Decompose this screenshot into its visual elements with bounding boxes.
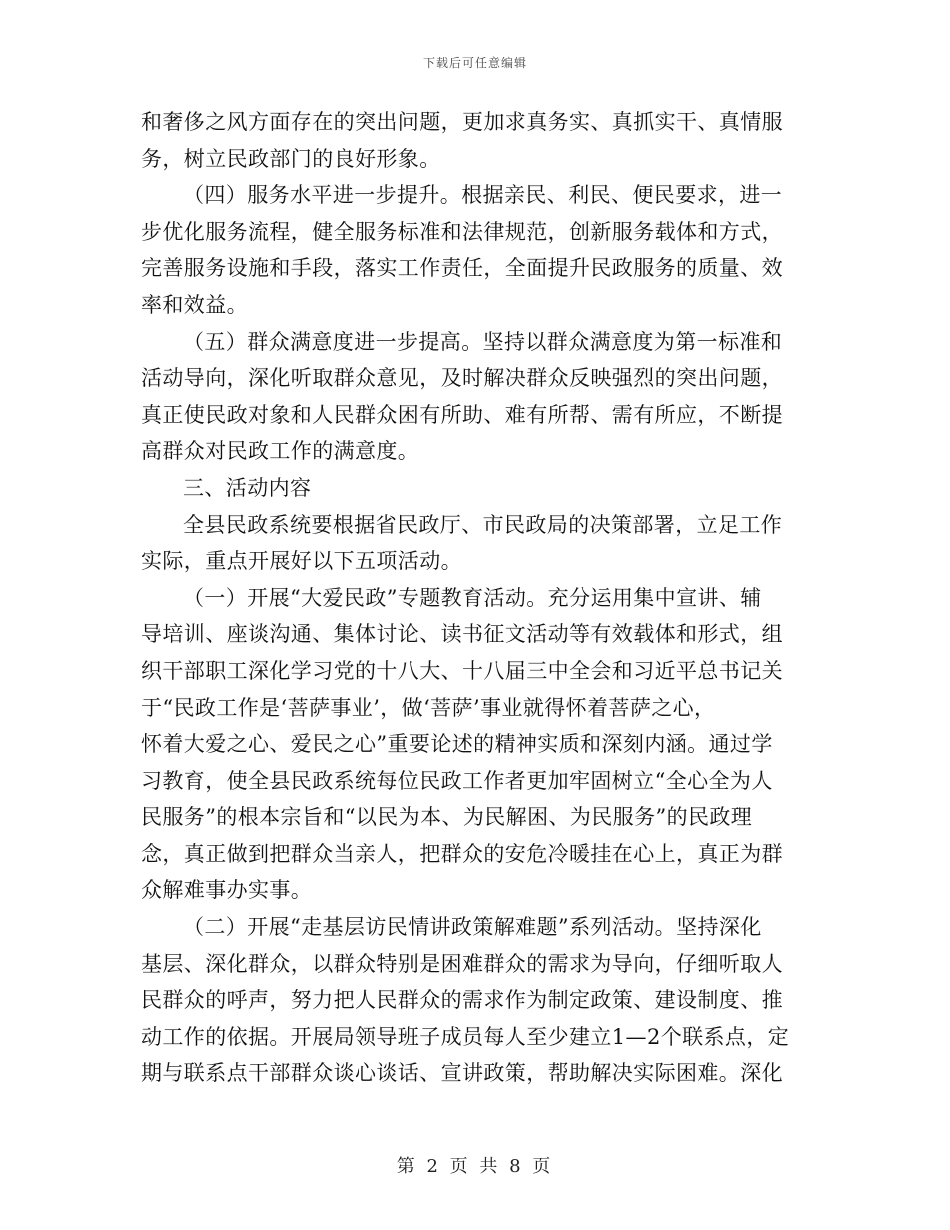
text-line: 步优化服务流程，健全服务标准和法律规范，创新服务载体和方式， <box>141 219 783 244</box>
text-line: 于“民政工作是‘菩萨事业’，做‘菩萨’事业就得怀着菩萨之心， <box>141 695 716 720</box>
text-line: 务，树立民政部门的良好形象。 <box>141 146 441 171</box>
text-line: 导培训、座谈沟通、集体讨论、读书征文活动等有效载体和形式，组 <box>141 622 783 647</box>
text-line: 怀着大爱之心、爱民之心”重要论述的精神实质和深刻内涵。通过学 <box>141 732 773 757</box>
paragraph-start-line: （五）群众满意度进一步提高。坚持以群众满意度为第一标准和 <box>183 329 783 354</box>
paragraph-start-line: 全县民政系统要根据省民政厅、市民政局的决策部署，立足工作 <box>183 512 783 537</box>
text-line: 活动导向，深化听取群众意见，及时解决群众反映强烈的突出问题， <box>141 366 783 391</box>
text-line: 和奢侈之风方面存在的突出问题，更加求真务实、真抓实干、真情服 <box>141 110 783 134</box>
paragraph-start-line: （四）服务水平进一步提升。根据亲民、利民、便民要求，进一 <box>183 183 783 208</box>
text-line: 众解难事办实事。 <box>141 878 313 903</box>
text-line: 实际，重点开展好以下五项活动。 <box>141 549 462 574</box>
text-line: 念，真正做到把群众当亲人，把群众的安危冷暖挂在心上，真正为群 <box>141 841 783 866</box>
document-body <box>141 104 809 1092</box>
text-line: 动工作的依据。开展局领导班子成员每人至少建立1—2个联系点，定 <box>141 1024 790 1049</box>
text-line: 高群众对民政工作的满意度。 <box>141 439 420 464</box>
text-line: 完善服务设施和手段，落实工作责任，全面提升民政服务的质量、效 <box>141 256 783 281</box>
text-line: 习教育，使全县民政系统每位民政工作者更加牢固树立“全心全为人 <box>141 768 773 793</box>
page-footer: 第 2 页 共 8 页 <box>396 1156 554 1177</box>
paragraph-start-line: （二）开展“走基层访民情讲政策解难题”系列活动。坚持深化 <box>183 915 762 940</box>
text-line: 真正使民政对象和人民群众困有所助、难有所帮、需有所应，不断提 <box>141 402 783 427</box>
text-line: 民群众的呼声，努力把人民群众的需求作为制定政策、建设制度、推 <box>141 988 783 1013</box>
text-line: 期与联系点干部群众谈心谈话、宣讲政策，帮助解决实际困难。深化 <box>141 1061 783 1086</box>
text-line: 织干部职工深化学习党的十八大、十八届三中全会和习近平总书记关 <box>141 658 783 683</box>
section-heading: 三、活动内容 <box>183 475 312 500</box>
text-line: 基层、深化群众，以群众特别是困难群众的需求为导向，仔细听取人 <box>141 951 783 976</box>
paragraph-start-line: （一）开展“大爱民政”专题教育活动。充分运用集中宣讲、辅 <box>183 585 762 610</box>
text-line: 民服务”的根本宗旨和“以民为本、为民解困、为民服务”的民政理 <box>141 805 753 830</box>
page-header: 下载后可任意编辑 <box>422 56 527 70</box>
text-line: 率和效益。 <box>141 292 248 317</box>
